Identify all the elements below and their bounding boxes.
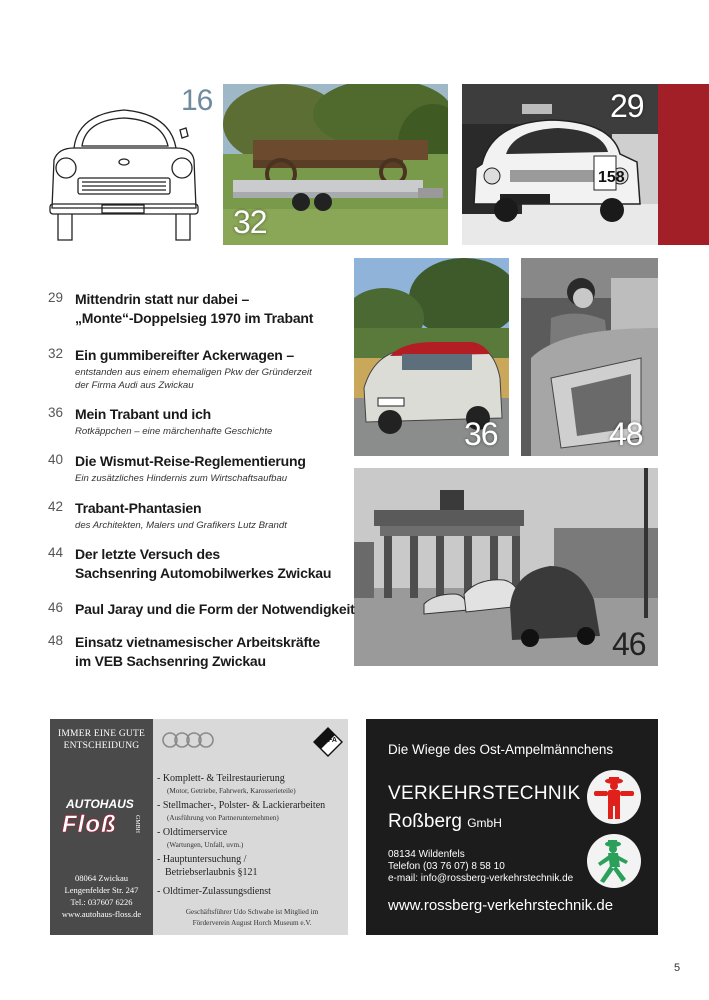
ad-rossberg-name: Roßberg GmbH	[388, 811, 502, 832]
red-trabant-page-number: 36	[464, 416, 498, 452]
service-item: - Komplett- & Teilrestaurierung	[157, 773, 285, 784]
service-item: - Oldtimer-Zulassungsdienst	[157, 886, 271, 897]
ad-rossberg-brand: VERKEHRSTECHNIK	[388, 783, 581, 804]
trabant-sketch	[44, 100, 204, 246]
toc-page-number: 42	[48, 499, 64, 514]
ad-rossberg-contact: 08134 Wildenfels Telefon (03 76 07) 8 58 10 e-mail: info@rossberg-verkehrstechnik.de	[388, 849, 574, 884]
ad-floss-right-panel	[153, 719, 348, 935]
toc-title: Die Wismut-Reise-Reglementierung	[75, 453, 306, 469]
ad-floss-address: 08064 Zwickau Lengenfelder Str. 247 Tel.: 037607 6226 www.autohaus-floss.de	[61, 873, 142, 919]
toc-title: Trabant-Phantasien	[75, 500, 202, 516]
red-ampelmann-icon	[586, 769, 642, 825]
ad-floss-footer: Geschäftsführer Udo Schwabe ist Mitglied im Förderverein August Horch Museum e.V.	[185, 908, 319, 927]
toc-page-number: 29	[48, 290, 64, 305]
red-trabant-photo	[354, 258, 509, 456]
sketch-page-number: 16	[181, 84, 213, 117]
toc-title: Paul Jaray und die Form der Notwendigkeit	[75, 601, 355, 617]
service-item: - Oldtimerservice	[157, 827, 228, 838]
toc-page-number: 32	[48, 346, 64, 361]
toc-subtitle: entstanden aus einem ehemaligen Pkw der Gründerzeit der Firma Audi aus Zwickau	[75, 367, 312, 391]
trailer-photo	[223, 84, 448, 245]
toc-page-number: 48	[48, 633, 64, 648]
rally-page-number: 29	[610, 88, 644, 124]
ifa-logo-icon: IFA	[313, 727, 343, 757]
toc-title: Mittendrin statt nur dabei – „Monte“-Doppelsieg 1970 im Trabant	[75, 291, 314, 326]
floss-logo: AUTOHAUS Floß GMBH	[62, 797, 140, 838]
ad-verkehrstechnik-rossberg[interactable]	[366, 719, 658, 935]
toc-title: Der letzte Versuch des Sachsenring Automobilwerkes Zwickau	[75, 546, 332, 581]
service-note: (Motor, Getriebe, Fahrwerk, Karosserieteile)	[167, 787, 296, 795]
toc-page-number: 46	[48, 600, 64, 615]
toc-page-number: 40	[48, 452, 64, 467]
service-note: (Ausführung von Partnerunternehmen)	[167, 814, 279, 822]
brandenburg-gate-photo	[354, 468, 658, 666]
rally-photo	[462, 84, 658, 245]
service-item: - Hauptuntersuchung /	[157, 854, 247, 865]
toc-title: Einsatz vietnamesischer Arbeitskräfte im VEB Sachsenring Zwickau	[75, 634, 320, 669]
factory-page-number: 48	[609, 416, 643, 452]
toc-page-number: 36	[48, 405, 64, 420]
trailer-page-number: 32	[233, 204, 267, 240]
factory-worker-photo	[521, 258, 658, 456]
ad-rossberg-website[interactable]: www.rossberg-verkehrstechnik.de	[388, 897, 614, 914]
toc-title: Mein Trabant und ich	[75, 406, 212, 422]
service-item: - Stellmacher-, Polster- & Lackierarbeiten	[157, 800, 326, 811]
toc-page-number: 44	[48, 545, 64, 560]
page-number: 5	[674, 962, 681, 974]
service-note: (Wartungen, Unfall, uvm.)	[167, 841, 244, 849]
toc-subtitle: des Architekten, Malers und Grafikers Lutz Brandt	[75, 520, 287, 531]
audi-rings-icon	[161, 731, 215, 749]
toc-subtitle: Ein zusätzliches Hindernis zum Wirtschaftsaufbau	[75, 473, 288, 484]
svg-text:158: 158	[598, 169, 625, 186]
ad-rossberg-tagline: Die Wiege des Ost-Ampelmännchens	[388, 742, 614, 757]
ad-floss-headline: IMMER EINE GUTE ENTSCHEIDUNG	[58, 729, 145, 751]
berlin-page-number: 46	[612, 626, 646, 662]
service-item: Betriebserlaubnis §121	[165, 867, 258, 878]
ad-autohaus-floss[interactable]	[50, 719, 348, 935]
toc-subtitle: Rotkäppchen – eine märchenhafte Geschichte	[75, 426, 273, 437]
ad-floss-left-panel	[50, 719, 153, 935]
accent-red-bar	[658, 84, 709, 245]
toc-title: Ein gummibereifter Ackerwagen –	[75, 347, 294, 363]
green-ampelmann-icon	[586, 833, 642, 889]
